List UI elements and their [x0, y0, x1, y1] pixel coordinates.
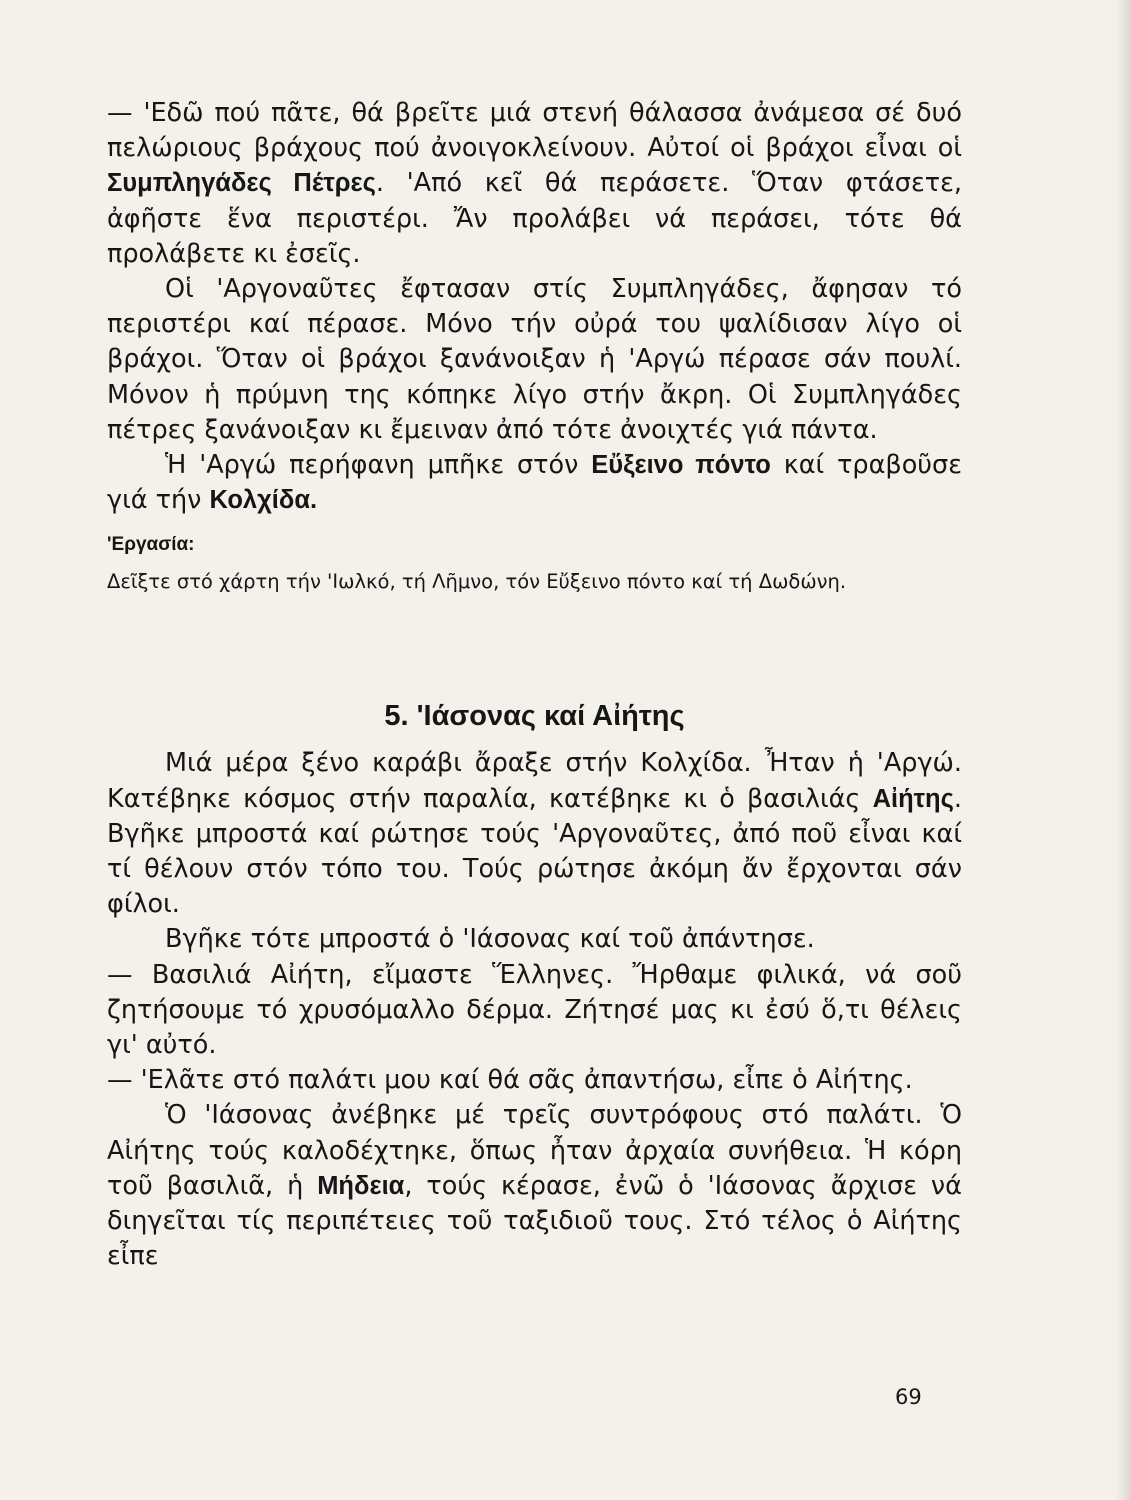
text-segment: Ἡ 'Αργώ περήφανη μπῆκε στόν	[165, 450, 592, 481]
bottom-section	[107, 746, 962, 1274]
text-segment: — 'Ελᾶτε στό παλάτι μου καί θά σᾶς ἀπαντήσω, εἶπε ὁ Αἰήτης.	[107, 1065, 913, 1096]
page-text	[107, 96, 962, 1274]
task-label: 'Εργασία:	[107, 534, 195, 556]
text-segment: . 'Από κεῖ θά περάσετε. Ὅταν φτάσετε, ἀφῆστε ἕνα περιστέρι. Ἄν προλάβει νά περάσει, τότε θά προλάβετε κι ἐσεῖς.	[107, 168, 962, 269]
text-segment: Μιά μέρα ξένο καράβι ἄραξε στήν Κολχίδα. Ἦταν ἡ 'Αργώ. Κατέβηκε κόσμος στήν παραλία, κατέβηκε κι ὁ βασιλιάς	[107, 748, 962, 814]
paragraph	[107, 958, 962, 1064]
page-edge-shadow	[1116, 0, 1130, 1500]
text-segment: Οἱ 'Αργοναῦτες ἔφτασαν στίς Συμπληγάδες, ἄφησαν τό περιστέρι καί πέρασε. Μόνο τήν οὐρά του ψαλίδισαν λίγο οἱ βράχοι. Ὅταν οἱ βράχοι ξανάνοιξαν ἡ 'Αργώ πέρασε σάν πουλί. Μόνον ἡ πρύμνη της κόπηκε λίγο στήν ἄκρη. Οἱ Συμπληγάδες πέτρες ξανάνοιξαν κι ἔμειναν ἀπό τότε ἀνοιχτές γιά πάντα.	[107, 274, 962, 445]
paragraph	[107, 272, 962, 448]
text-segment: Βγῆκε τότε μπροστά ὁ 'Ιάσονας καί τοῦ ἀπάντησε.	[165, 924, 815, 955]
bold-term: Μήδεια	[317, 1171, 405, 1200]
paragraph	[107, 1098, 962, 1274]
task-text: Δεῖξτε στό χάρτη τήν 'Ιωλκό, τή Λῆμνο, τόν Εὔξεινο πόντο καί τή Δωδώνη.	[107, 570, 847, 594]
text-segment: καί τραβοῦσε γιά τήν	[107, 450, 962, 516]
top-section	[107, 96, 962, 518]
paragraph	[107, 746, 962, 922]
text-segment: . Βγῆκε μπροστά καί ρώτησε τούς 'Αργοναῦτες, ἀπό ποῦ εἶναι καί τί θέλουν στόν τόπο του. Τούς ρώτησε ἀκόμη ἄν ἔρχονται σάν φίλοι.	[107, 783, 962, 920]
text-segment: Ὁ 'Ιάσονας ἀνέβηκε μέ τρεῖς συντρόφους στό παλάτι. Ὁ Αἰήτης τούς καλοδέχτηκε, ὅπως ἦταν ἀρχαία συνήθεια. Ἡ κόρη τοῦ βασιλιᾶ, ἡ	[107, 1100, 962, 1201]
text-segment: — 'Εδῶ πού πᾶτε, θά βρεῖτε μιά στενή θάλασσα ἀνάμεσα σέ δυό πελώριους βράχους πού ἀνοιγοκλείνουν. Αὐτοί οἱ βράχοι εἶναι οἱ	[107, 98, 962, 164]
paragraph	[107, 1063, 962, 1098]
text-segment: — Βασιλιά Αἰήτη, εἴμαστε Ἕλληνες. Ἤρθαμε φιλικά, νά σοῦ ζητήσουμε τό χρυσόμαλλο δέρμα. Ζήτησέ μας κι ἐσύ ὅ,τι θέλεις γι' αὐτό.	[107, 959, 962, 1061]
text-segment: , τούς κέρασε, ἐνῶ ὁ 'Ιάσονας ἄρχισε νά διηγεῖται τίς περιπέτειες τοῦ ταξιδιοῦ τους. Στό τέλος ὁ Αἰήτης εἶπε	[107, 1170, 962, 1272]
bold-term: Κολχίδα.	[209, 486, 318, 515]
bold-term: Εὔξεινο πόντο	[591, 451, 771, 480]
paragraph	[107, 922, 962, 957]
chapter-heading: 5. 'Ιάσονας καί Αἰήτης	[384, 700, 685, 733]
bold-term: Συμπληγάδες Πέτρες	[107, 169, 376, 198]
paragraph	[107, 448, 962, 518]
page-number: 69	[895, 1385, 922, 1409]
bold-term: Αἰήτης	[872, 784, 954, 813]
paragraph	[107, 96, 962, 272]
